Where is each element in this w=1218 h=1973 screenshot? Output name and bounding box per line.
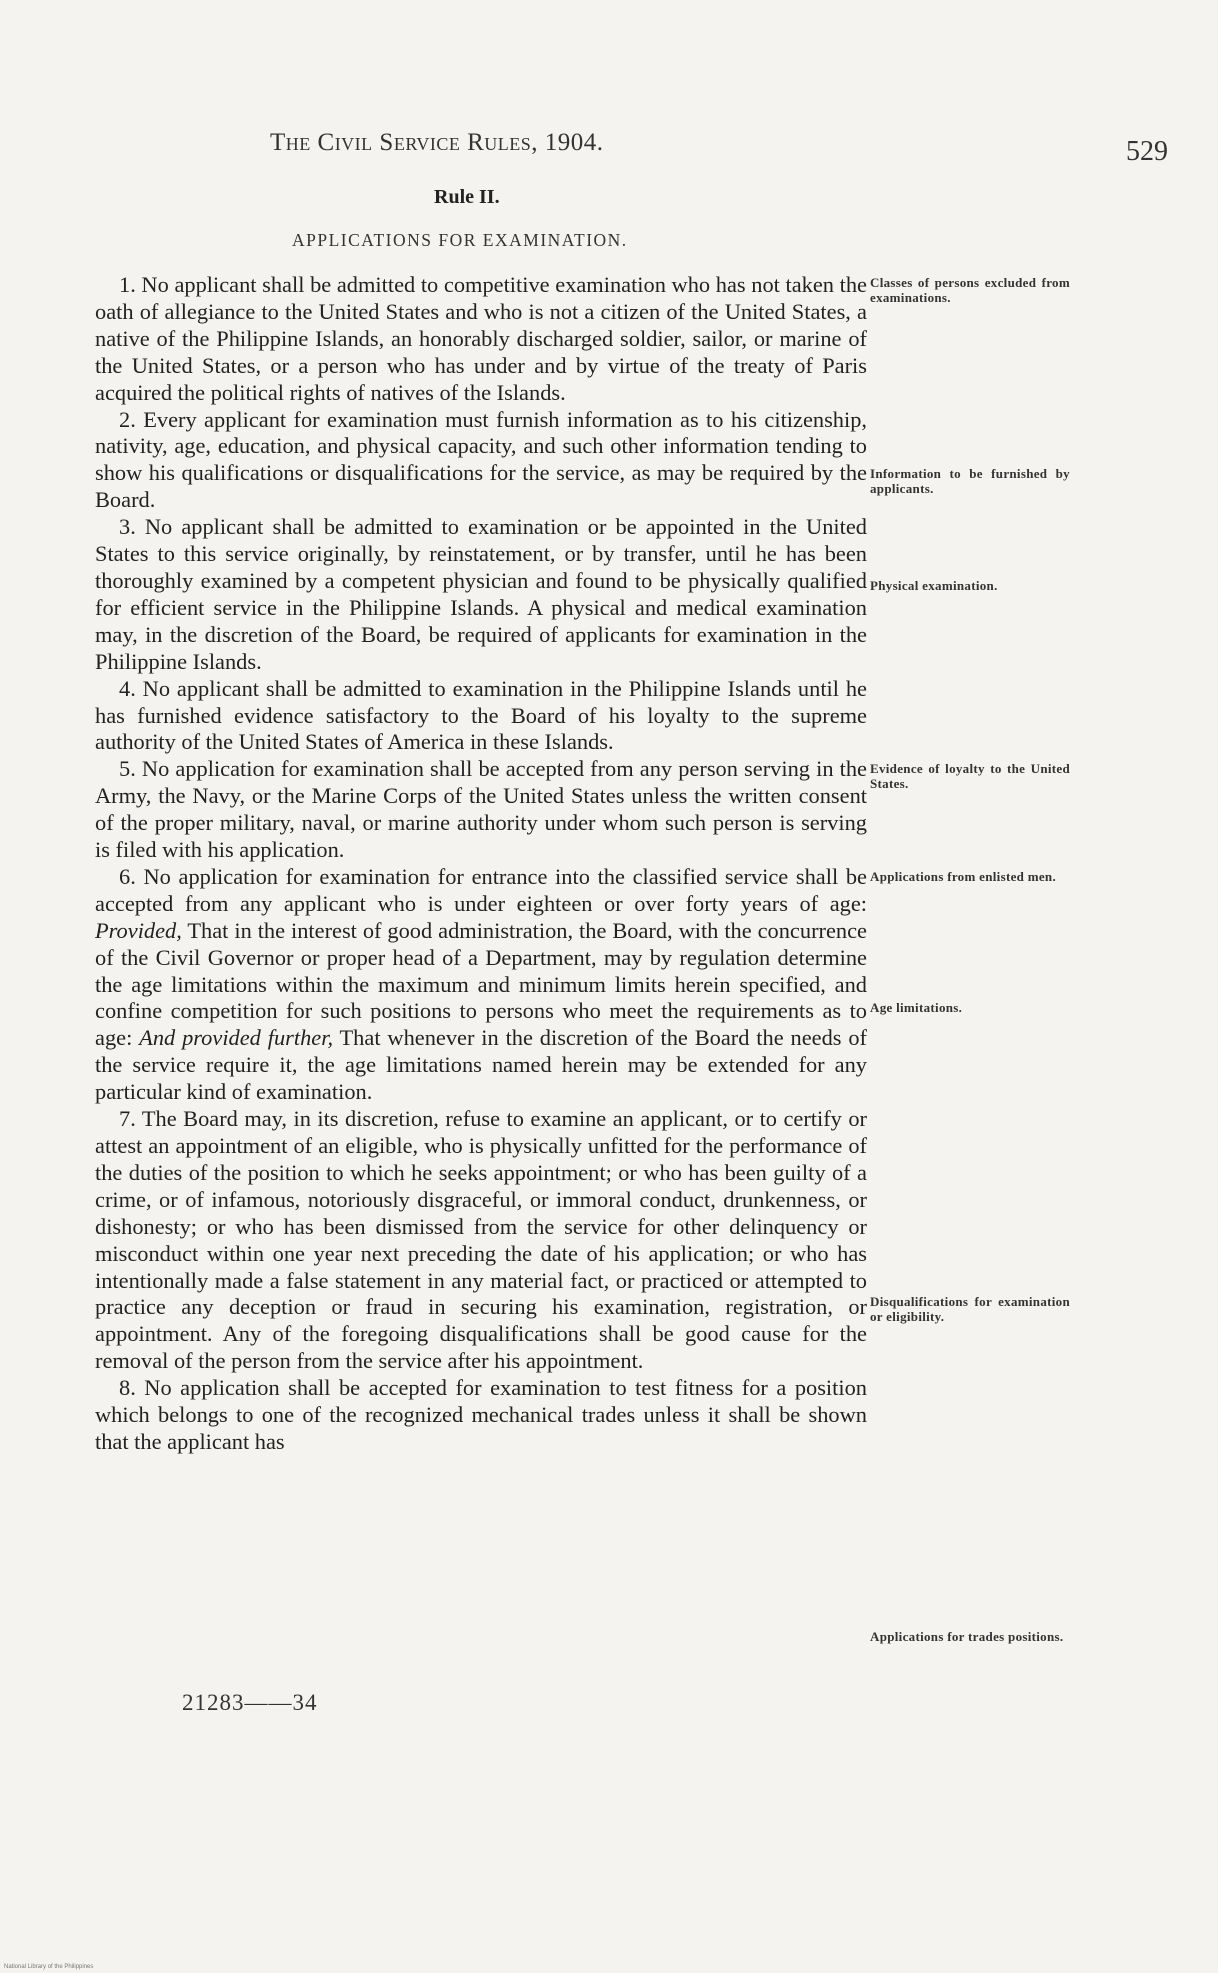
marginal-note-1: Classes of persons excluded from examinations. [870,275,1070,305]
marginal-note-8: Applications for trades positions. [870,1629,1064,1644]
paragraph-5: 5. No application for examination shall be accepted from any person serving in the Army, the Navy, or the Marine Corps of the United States unless the written consent of the proper military, naval, or marine authority under whom such person is serving is filed with his application. [95,756,867,863]
marginal-note-4: Evidence of loyalty to the United States. [870,761,1070,791]
marginal-note-6: Age limitations. [870,1000,963,1015]
running-head: The Civil Service Rules, 1904. [270,129,604,156]
paragraph-6-part-1: 6. No application for examination for entrance into the classified service shall be accepted from any applicant who is under eighteen or over forty years of age: [95,863,867,916]
proviso-2: And provided further, [139,1025,334,1051]
paragraph-6-part-2: That in the interest of good administration, the Board, with the concurrence of the Civil Governor or proper head of a Department, may by regulation determine the age limitations within the maximum and minimum limits herein specified, and confine competition for such positions to persons who meet the requirements as to age: [95,917,867,1051]
marginal-note-2: Information to be furnished by applicants. [870,466,1070,496]
paragraph-1: 1. No applicant shall be admitted to competitive examination who has not taken the oath of allegiance to the United States and who is not a citizen of the United States, a native of the Philippine Islands, an honorably discharged soldier, sailor, or marine of the United States, or a person who has under and by virtue of the treaty of Paris acquired the political rights of natives of the Islands. [95,272,867,405]
paragraph-8: 8. No application shall be accepted for examination to test fitness for a position which belongs to one of the recognized mechanical trades unless it shall be shown that the applicant has [95,1375,867,1454]
paragraph-6-part-3: That whenever in the discretion of the Board the needs of the service require it, the age limitations named herein may be extended for any particular kind of examination. [95,1025,867,1105]
marginal-note-7: Disqualifications for examination or eligibility. [870,1294,1070,1324]
printer-signature: 21283——34 [182,1690,318,1715]
library-footer: National Library of the Philippines [4,1964,94,1970]
marginal-note-5: Applications from enlisted men. [870,869,1057,884]
proviso-1: Provided, [95,917,182,943]
paragraph-4: 4. No applicant shall be admitted to examination in the Philippine Islands until he has furnished evidence satisfactory to the Board of his loyalty to the supreme authority of the United States of America in these Islands. [95,675,867,755]
paragraph-3: 3. No applicant shall be admitted to examination or be appointed in the United States to this service originally, by reinstatement, or by transfer, until he has been thoroughly examined by a competent physician and found to be physically qualified for efficient service in the Philippine Islands. A physical and medical examination may, in the discretion of the Board, be required of applicants for examination in the Philippine Islands. [95,514,867,674]
paragraph-6 [95,864,867,1106]
page-number: 529 [1126,136,1168,167]
paragraph-7: 7. The Board may, in its discretion, refuse to examine an applicant, or to certify or attest an appointment of an eligible, who is physically unfitted for the performance of the duties of the position to which he seeks appointment; or who has been guilty of a crime, or of infamous, notoriously disgraceful, or immoral conduct, drunkenness, or dishonesty; or who has been dismissed from the service for other delinquency or misconduct within one year next preceding the date of his application; or who has intentionally made a false statement in any material fact, or practiced or attempted to practice any deception or fraud in securing his examination, registration, or appointment. Any of the foregoing disqualifications shall be good cause for the removal of the person from the service after his appointment. [95,1106,867,1374]
section-title: APPLICATIONS FOR EXAMINATION. [292,230,628,250]
paragraph-2: 2. Every applicant for examination must furnish information as to his citizenship, nativity, age, education, and physical capacity, and such other information tending to show his qualifications or disqualifications for the service, as may be required by the Board. [95,406,867,513]
marginal-note-3: Physical examination. [870,578,998,593]
rule-body [95,272,867,1456]
rule-title: Rule II. [434,186,500,208]
